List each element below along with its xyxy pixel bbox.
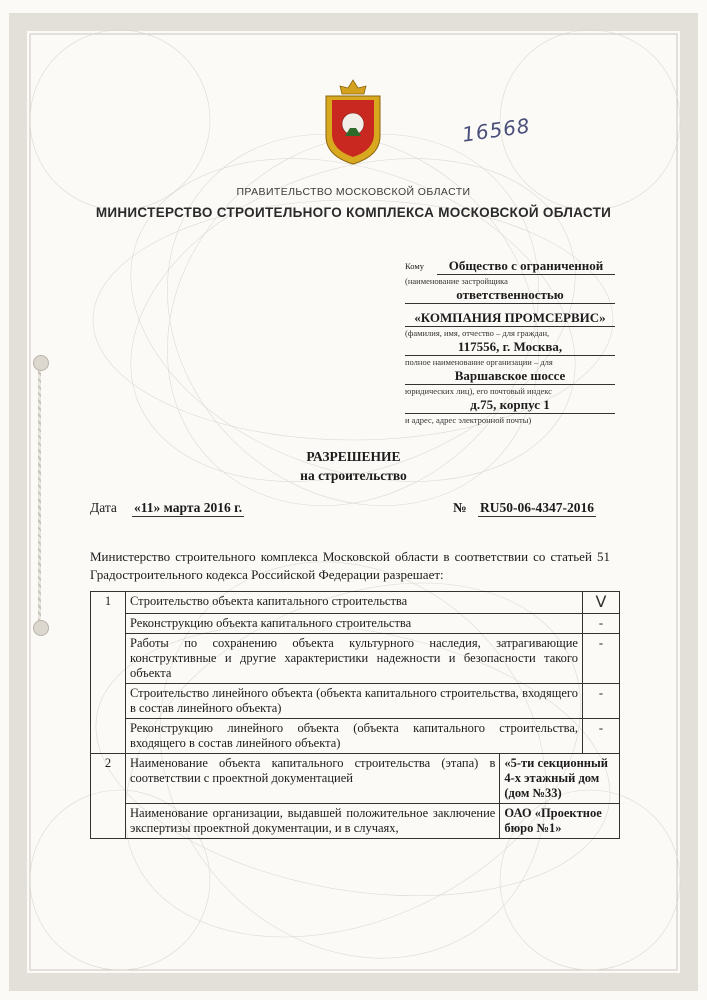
recipient-line: ответственностью bbox=[405, 287, 615, 304]
recipient-line: д.75, корпус 1 bbox=[405, 397, 615, 414]
table-row bbox=[91, 684, 620, 719]
recipient-hint: (наименование застройщика bbox=[405, 276, 508, 286]
binding-hole bbox=[33, 355, 49, 371]
recipient-line: Варшавское шоссе bbox=[405, 368, 615, 385]
binding-cord bbox=[38, 365, 41, 625]
table-row bbox=[91, 754, 620, 804]
check-mark bbox=[583, 592, 620, 614]
government-name: ПРАВИТЕЛЬСТВО МОСКОВСКОЙ ОБЛАСТИ bbox=[236, 186, 471, 198]
recipient-line: «КОМПАНИЯ ПРОМСЕРВИС» bbox=[405, 310, 615, 327]
recipient-block bbox=[405, 258, 615, 426]
check-mark: - bbox=[583, 614, 620, 634]
section-number: 1 bbox=[91, 592, 126, 754]
ministry-name: МИНИСТЕРСТВО СТРОИТЕЛЬНОГО КОМПЛЕКСА МОСКОВСКОЙ ОБЛАСТИ bbox=[95, 205, 612, 220]
check-mark: - bbox=[583, 634, 620, 684]
table-row bbox=[91, 614, 620, 634]
table-row bbox=[91, 719, 620, 754]
table-cell: Наименование объекта капитального строительства (этапа) в соответствии с проектной документацией bbox=[126, 754, 500, 804]
recipient-row bbox=[405, 258, 615, 275]
recipient-line: 117556, г. Москва, bbox=[405, 339, 615, 356]
document-title-block bbox=[0, 447, 707, 485]
table-cell: Строительство объекта капитального строительства bbox=[126, 592, 583, 614]
section-number: 2 bbox=[91, 754, 126, 839]
recipient-hint: полное наименование организации – для bbox=[405, 357, 553, 367]
table-cell: Строительство линейного объекта (объекта капитального строительства, входящего в состав линейного объекта) bbox=[126, 684, 583, 719]
intro-paragraph: Министерство строительного комплекса Московской области в соответствии со статьей 51 Градостроительного кодекса Российской Федерации разрешает: bbox=[90, 549, 610, 582]
table-value-cell: ОАО «Проектное бюро №1» bbox=[500, 804, 620, 839]
recipient-hint: и адрес, адрес электронной почты) bbox=[405, 415, 532, 425]
check-mark: - bbox=[583, 719, 620, 754]
recipient-label: Кому bbox=[405, 261, 424, 271]
permission-table bbox=[90, 591, 620, 839]
table-cell: Наименование организации, выдавшей положительное заключение экспертизы проектной документации, и в случаях, bbox=[126, 804, 500, 839]
coat-of-arms-emblem bbox=[318, 78, 388, 166]
number-value: RU50-06-4347-2016 bbox=[480, 500, 594, 515]
recipient-hint: юридических лиц), его почтовый индекс bbox=[405, 386, 552, 396]
date-label: Дата bbox=[90, 500, 117, 515]
table-cell: Реконструкцию линейного объекта (объекта капитального строительства, входящего в состав линейного объекта) bbox=[126, 719, 583, 754]
document-title: РАЗРЕШЕНИЕ bbox=[306, 449, 401, 464]
number-label: № bbox=[453, 500, 467, 515]
table-cell: Реконструкцию объекта капитального строительства bbox=[126, 614, 583, 634]
date-value: «11» марта 2016 г. bbox=[134, 500, 243, 515]
recipient-line: Общество с ограниченной bbox=[437, 258, 615, 275]
table-row bbox=[91, 804, 620, 839]
check-mark: - bbox=[583, 684, 620, 719]
check-mark-value: V bbox=[595, 592, 607, 611]
table-row bbox=[91, 634, 620, 684]
binding-hole bbox=[33, 620, 49, 636]
document-subtitle: на строительство bbox=[300, 468, 407, 483]
recipient-hint: (фамилия, имя, отчество – для граждан, bbox=[405, 328, 550, 338]
handwritten-number: 16568 bbox=[460, 113, 532, 147]
table-row bbox=[91, 592, 620, 614]
table-cell: Работы по сохранению объекта культурного наследия, затрагивающие конструктивные и другие характеристики надежности и безопасности такого объекта bbox=[126, 634, 583, 684]
table-value-cell: «5-ти секционный 4-х этажный дом (дом №33) bbox=[500, 754, 620, 804]
